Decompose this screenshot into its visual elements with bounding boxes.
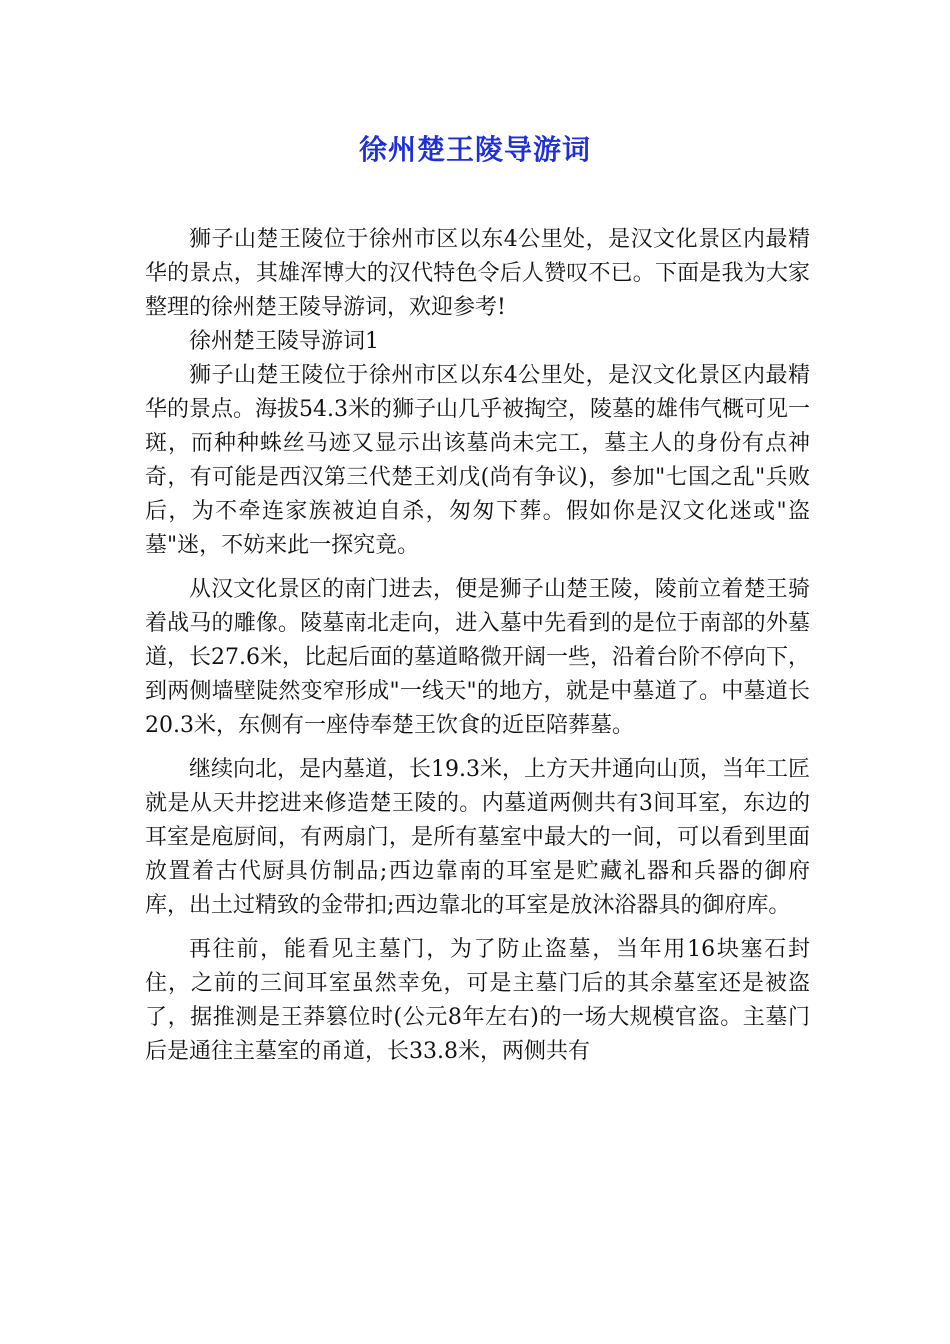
document-title: 徐州楚王陵导游词	[358, 133, 591, 166]
body-paragraph: 从汉文化景区的南门进去，便是狮子山楚王陵，陵前立着楚王骑着战马的雕像。陵墓南北走向，进入墓中先看到的是位于南部的外墓道，长27.6米，比起后面的墓道略微开阔一些，沿着台阶不停向下，到两侧墙壁陡然变窄形成"一线天"的地方，就是中墓道了。中墓道长20.3米，东侧有一座侍奉楚王饮食的近臣陪葬墓。	[145, 577, 810, 738]
section-heading: 徐州楚王陵导游词1	[189, 329, 379, 354]
body-paragraph: 狮子山楚王陵位于徐州市区以东4公里处，是汉文化景区内最精华的景点。海拔54.3米的狮子山几乎被掏空，陵墓的雄伟气概可见一斑，而种种蛛丝马迹又显示出该墓尚未完工，墓主人的身份有点神奇，有可能是西汉第三代楚王刘戊(尚有争议)，参加"七国之乱"兵败后，为不牵连家族被迫自杀，匆匆下葬。假如你是汉文化迷或"盗墓"迷，不妨来此一探究竟。	[145, 363, 810, 558]
document-body	[145, 223, 810, 1069]
intro-paragraph: 狮子山楚王陵位于徐州市区以东4公里处，是汉文化景区内最精华的景点，其雄浑博大的汉代特色令后人赞叹不已。下面是我为大家整理的徐州楚王陵导游词，欢迎参考!	[145, 227, 810, 320]
body-paragraph: 继续向北，是内墓道，长19.3米，上方天井通向山顶，当年工匠就是从天井挖进来修造楚王陵的。内墓道两侧共有3间耳室，东边的耳室是庖厨间，有两扇门，是所有墓室中最大的一间，可以看到里面放置着古代厨具仿制品;西边靠南的耳室是贮藏礼器和兵器的御府库，出土过精致的金带扣;西边靠北的耳室是放沐浴器具的御府库。	[145, 757, 810, 918]
body-paragraph: 再往前，能看见主墓门，为了防止盗墓，当年用16块塞石封住，之前的三间耳室虽然幸免，可是主墓门后的其余墓室还是被盗了，据推测是王莽篡位时(公元8年左右)的一场大规模官盗。主墓门后是通往主墓室的甬道，长33.8米，两侧共有	[145, 937, 810, 1064]
